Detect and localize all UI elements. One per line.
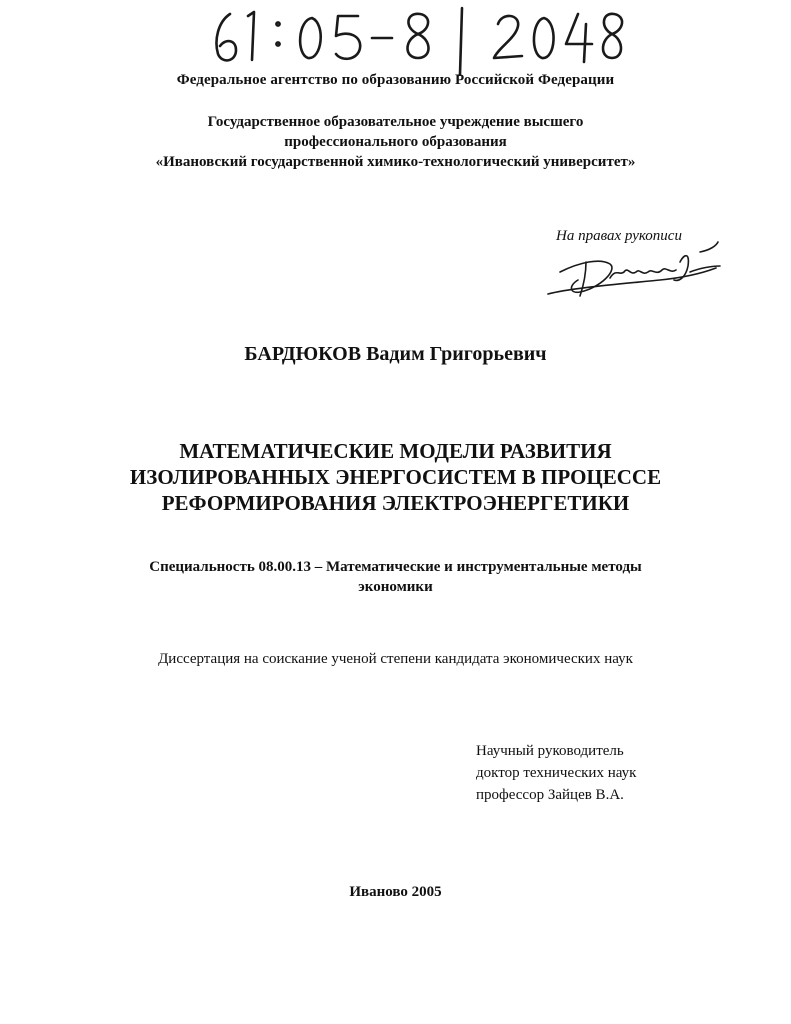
specialty-block [0,557,791,597]
title-line: РЕФОРМИРОВАНИЯ ЭЛЕКТРОЭНЕРГЕТИКИ [161,491,630,515]
supervisor-role: Научный руководитель [476,743,624,759]
institution-line: профессионального образования [284,134,507,150]
handwritten-archive-code [208,4,628,76]
degree-statement: Диссертация на соискание ученой степени кандидата экономических наук [158,651,633,667]
institution-block [0,112,791,172]
author-name: БАРДЮКОВ Вадим Григорьевич [244,343,547,365]
city-year: Иваново 2005 [349,884,442,900]
institution-line: «Ивановский государственной химико-технологический университет» [155,154,636,170]
specialty-line: экономики [358,579,433,595]
manuscript-note: На правах рукописи [556,228,682,244]
title-line: МАТЕМАТИЧЕСКИЕ МОДЕЛИ РАЗВИТИЯ [179,439,612,463]
specialty-line: Специальность 08.00.13 – Математические и инструментальные методы [149,559,642,575]
agency-name: Федеральное агентство по образованию Российской Федерации [176,72,615,88]
dissertation-title [0,438,791,516]
supervisor-name: профессор Зайцев В.А. [476,787,624,803]
supervisor-degree: доктор технических наук [476,765,637,781]
supervisor-block [476,740,636,806]
signature-icon [540,232,730,304]
title-line: ИЗОЛИРОВАННЫХ ЭНЕРГОСИСТЕМ В ПРОЦЕССЕ [129,465,662,489]
institution-line: Государственное образовательное учреждение высшего [207,114,584,130]
